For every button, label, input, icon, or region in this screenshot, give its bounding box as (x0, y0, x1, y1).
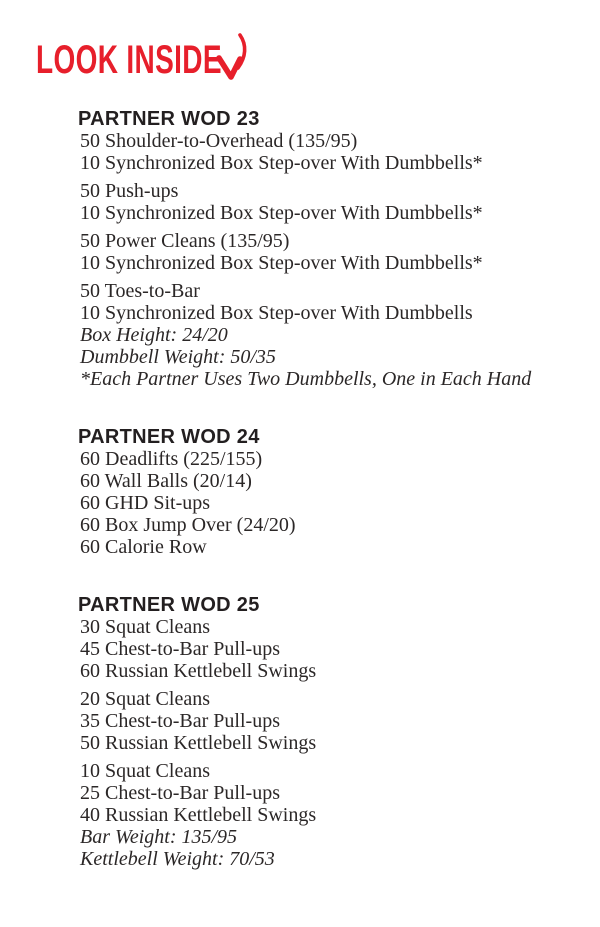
wod-groups (78, 448, 560, 558)
look-inside-label: LOOK INSIDE (36, 38, 222, 82)
wod-line: 60 Box Jump Over (24/20) (80, 514, 296, 536)
wod-line: 50 Shoulder-to-Overhead (135/95) (80, 130, 358, 152)
wod-line: 50 Russian Kettlebell Swings (80, 732, 317, 754)
wod-note: Bar Weight: 135/95 (80, 826, 238, 848)
wod-line: 60 Deadlifts (225/155) (80, 448, 263, 470)
wod-line: 10 Synchronized Box Step-over With Dumbbells* (80, 202, 483, 224)
wod-line: 60 Wall Balls (20/14) (80, 470, 252, 492)
wod-line: 60 GHD Sit-ups (80, 492, 211, 514)
wod-group (78, 230, 560, 274)
wod-group (78, 180, 560, 224)
wod-line: 35 Chest-to-Bar Pull-ups (80, 710, 280, 732)
wod-line: 10 Squat Cleans (80, 760, 210, 782)
wod-line: 10 Synchronized Box Step-over With Dumbbells* (80, 252, 483, 274)
wod-line: 10 Synchronized Box Step-over With Dumbbells (80, 302, 473, 324)
wod-line: 25 Chest-to-Bar Pull-ups (80, 782, 280, 804)
wod-line: 50 Push-ups (80, 180, 179, 202)
wod-groups (78, 616, 560, 870)
wod-line: 10 Synchronized Box Step-over With Dumbbells* (80, 152, 483, 174)
wod-section-title: PARTNER WOD 24 (78, 426, 260, 448)
wod-group (78, 616, 560, 682)
wod-note: Box Height: 24/20 (80, 324, 228, 346)
wod-group (78, 448, 560, 558)
wod-section (78, 426, 560, 558)
wod-note: Kettlebell Weight: 70/53 (80, 848, 275, 870)
wod-note: *Each Partner Uses Two Dumbbells, One in Each Hand (80, 368, 532, 390)
wod-list (78, 108, 560, 870)
wod-line: 40 Russian Kettlebell Swings (80, 804, 317, 826)
wod-group (78, 688, 560, 754)
wod-groups (78, 130, 560, 390)
wod-line: 20 Squat Cleans (80, 688, 210, 710)
wod-line: 60 Russian Kettlebell Swings (80, 660, 317, 682)
wod-section (78, 594, 560, 870)
wod-line: 30 Squat Cleans (80, 616, 210, 638)
wod-line: 50 Power Cleans (135/95) (80, 230, 290, 252)
wod-group (78, 760, 560, 870)
wod-line: 50 Toes-to-Bar (80, 280, 200, 302)
wod-line: 60 Calorie Row (80, 536, 207, 558)
look-inside-banner[interactable] (0, 0, 600, 80)
wod-line: 45 Chest-to-Bar Pull-ups (80, 638, 280, 660)
wod-group (78, 130, 560, 174)
wod-section (78, 108, 560, 390)
wod-note: Dumbbell Weight: 50/35 (80, 346, 276, 368)
wod-group (78, 280, 560, 390)
curved-down-arrow-icon (208, 32, 250, 82)
wod-section-title: PARTNER WOD 25 (78, 594, 260, 616)
wod-section-title: PARTNER WOD 23 (78, 108, 260, 130)
